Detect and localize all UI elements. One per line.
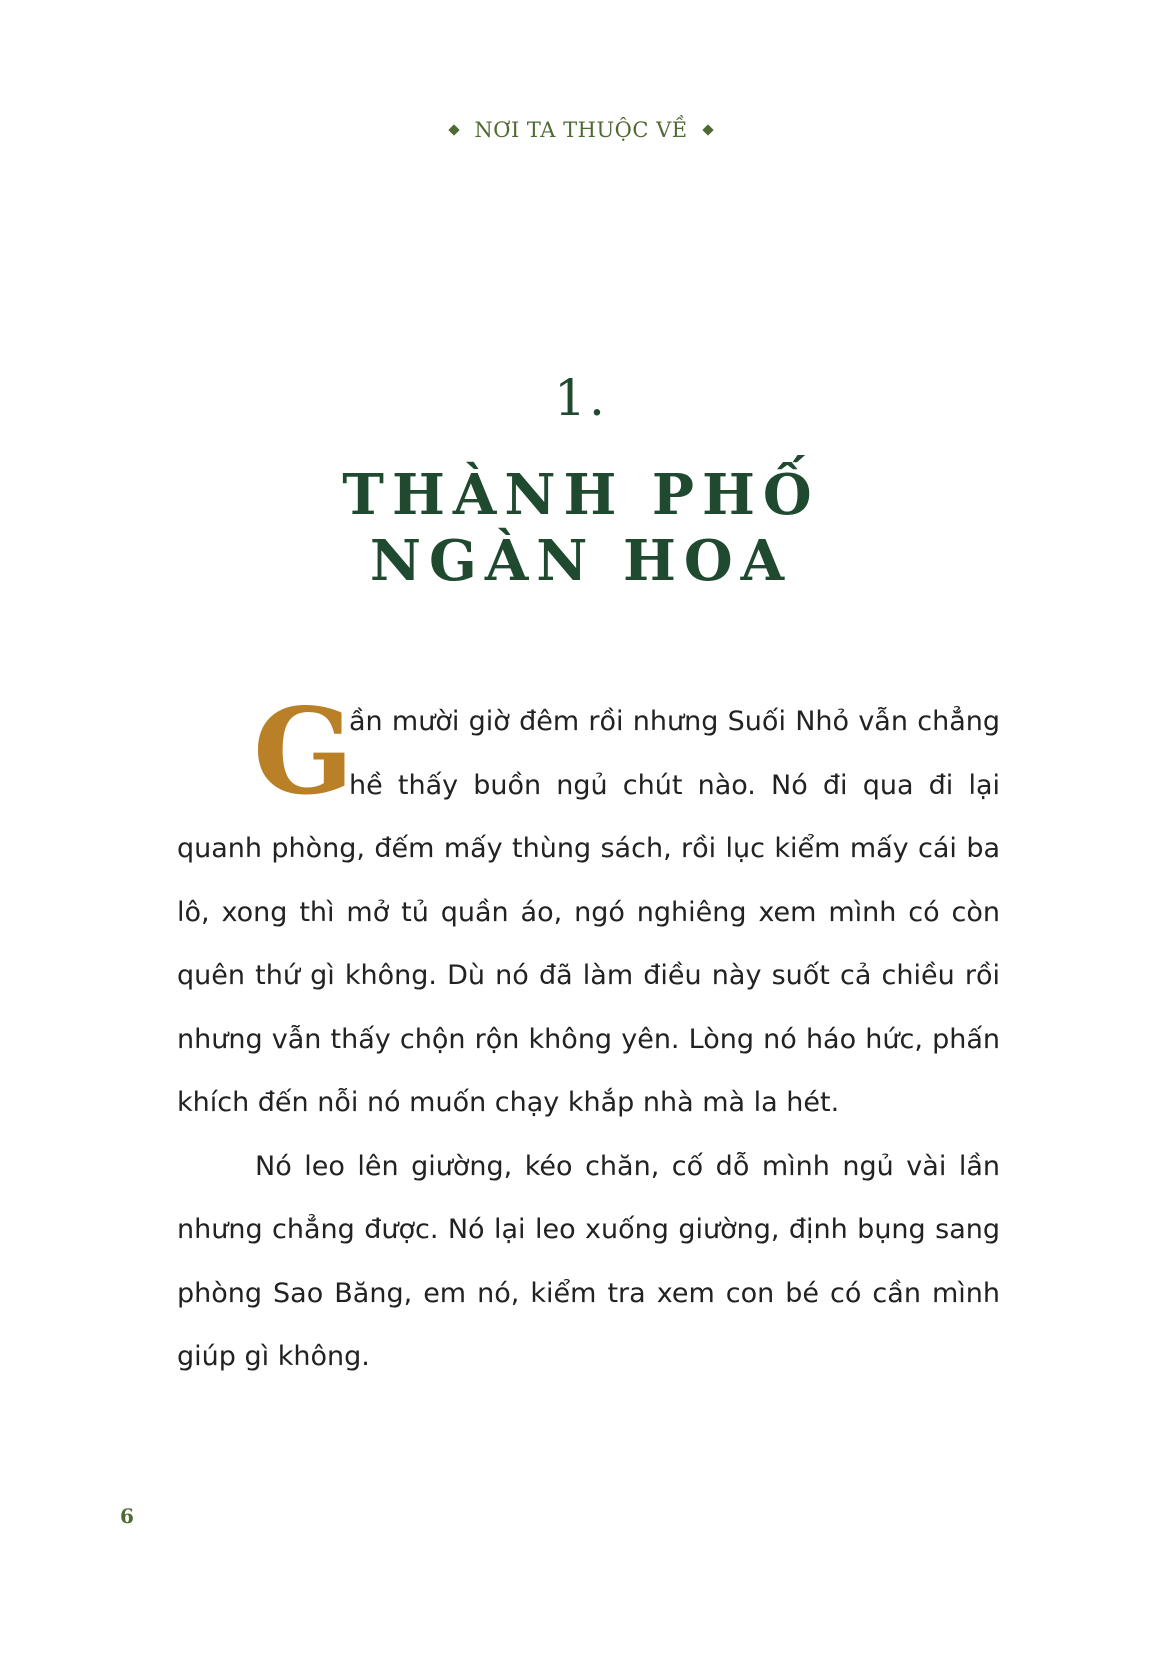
chapter-title: [0, 462, 1162, 594]
paragraph-text: Nó leo lên giường, kéo chăn, cố dỗ mình ngủ vài lần nhưng chẳng được. Nó lại leo xuống giường, định bụng sang phòng Sao Băng, em nó, kiểm tra xem con bé có cần mình giúp gì không.: [177, 1150, 1000, 1372]
body-text: [177, 682, 1000, 1389]
paragraph-text: ần mười giờ đêm rồi nhưng Suối Nhỏ vẫn chẳng hề thấy buồn ngủ chút nào. Nó đi qua đi lại quanh phòng, đếm mấy thùng sách, rồi lục kiểm mấy cái ba lô, xong thì mở tủ quần áo, ngó nghiêng xem mình có còn quên thứ gì không. Dù nó đã làm điều này suốt cả chiều rồi nhưng vẫn thấy chộn rộn không yên. Lòng nó háo hức, phấn khích đến nỗi nó muốn chạy khắp nhà mà la hét.: [177, 706, 1000, 1118]
paragraph: [177, 682, 1000, 1135]
running-title: NƠI TA THUỘC VỀ: [474, 118, 688, 142]
diamond-icon: [702, 124, 713, 135]
paragraph: [177, 1135, 1000, 1389]
drop-cap: G: [253, 682, 354, 821]
diamond-icon: [449, 124, 460, 135]
chapter-title-line: THÀNH PHỐ: [342, 462, 820, 528]
chapter-number: 1.: [554, 369, 608, 427]
running-header: [0, 116, 1162, 144]
page-number: 6: [120, 1504, 134, 1528]
chapter-title-line: NGÀN HOA: [369, 528, 793, 594]
